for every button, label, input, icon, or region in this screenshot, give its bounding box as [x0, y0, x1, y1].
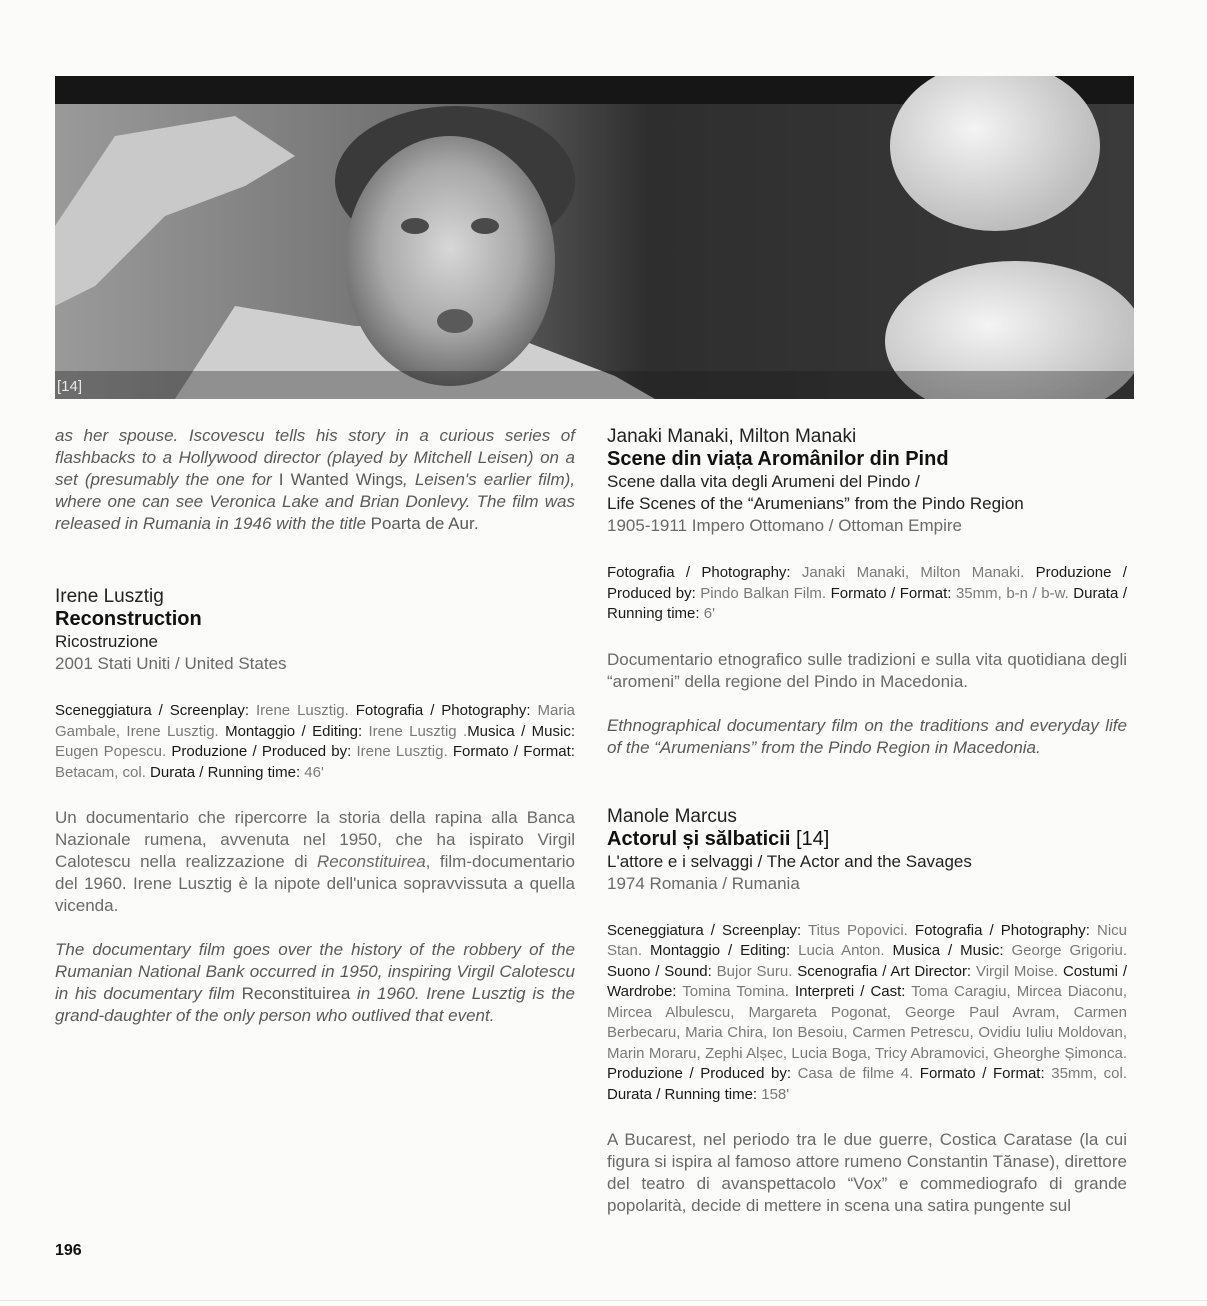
credit-value: Nicu Stan. — [607, 921, 1127, 959]
english-synopsis — [55, 939, 575, 1027]
left-column — [55, 425, 575, 1027]
film-year-country: 1974 Romania / Rumania — [607, 873, 800, 893]
synopsis-film-title: Reconstituirea — [241, 984, 351, 1003]
film-entry-scene-din-viata — [607, 425, 1127, 759]
credit-label: Formato / Format: — [830, 584, 952, 602]
credit-label: Durata / Running time: — [607, 584, 1128, 622]
film-title: Scene din viața Aromânilor din Pind — [607, 448, 949, 470]
credit-value: Janaki Manaki, Milton Manaki. — [790, 564, 1036, 581]
director-name: Janaki Manaki, Milton Manaki — [607, 426, 857, 447]
credit-label: Fotografia / Photography: — [607, 564, 791, 581]
intro-film-title: I Wanted Wings — [278, 470, 403, 489]
credit-value: 46' — [300, 763, 324, 781]
credit-label: Formato / Format: — [919, 1065, 1045, 1082]
synopsis-text: Un documentario che ripercorre la storia della rapina alla Banca Nazionale rumena, avvenuta nel 1950, che ha ispirato Virgil Calotescu nella realizzazione di — [55, 808, 575, 871]
synopsis-text: , film-documentario del 1960. Irene Lusztig è la nipote dell'unica sopravvissuta a quella vicenda. — [55, 852, 575, 915]
credit-value: Toma Caragiu, Mircea Diaconu, Mircea Albulescu, Margareta Pogonat, George Paul Avram, Carmen Berbecaru, Maria Chira, Ion Besoiu, Carmen Petrescu, Ovidiu Iuliu Moldovan, Marin Moraru, Zephi Alșec, Lucia Boga, Tricy Abramovici, Gheorghe Șimonca. — [607, 983, 1127, 1062]
credit-label: Sceneggiatura / Screenplay: — [55, 702, 249, 719]
director-name: Manole Marcus — [607, 805, 737, 827]
credit-value: Maria Gambale, Irene Lusztig. — [55, 702, 575, 740]
credit-value: Irene Lusztig. — [351, 743, 453, 760]
credit-value: Lucia Anton. — [790, 942, 893, 959]
film-credits — [607, 563, 1127, 625]
image-reference: [14] — [790, 827, 830, 850]
credit-value: George Grigoriu. — [1003, 942, 1127, 959]
intro-film-title: Poarta de Aur — [370, 514, 475, 533]
credit-value: Irene Lusztig. — [249, 702, 356, 719]
director-name: Irene Lusztig — [55, 586, 164, 607]
credit-label: Musica / Music: — [892, 942, 1004, 959]
intro-text: . — [474, 514, 480, 533]
film-title: Reconstruction — [55, 608, 202, 630]
credit-value: Titus Popovici. — [801, 921, 915, 939]
synopsis-text: in 1960. Irene Lusztig is the grand-daughter of the only person who outlived that event. — [55, 984, 575, 1025]
credit-value: Tomina Tomina. — [676, 983, 795, 1000]
film-year-country: 1905-1911 Impero Ottomano / Ottoman Empire — [607, 516, 962, 535]
credit-label: Produzione / Produced by: — [607, 564, 1127, 602]
credit-label: Sceneggiatura / Screenplay: — [607, 921, 802, 939]
credit-label: Formato / Format: — [452, 743, 575, 760]
credit-label: Montaggio / Editing: — [225, 722, 363, 740]
credit-value: Pindo Balkan Film. — [695, 584, 831, 602]
film-still-photo — [55, 76, 1134, 399]
credit-value: 35mm, col. — [1044, 1065, 1127, 1082]
italian-synopsis: A Bucarest, nel periodo tra le due guerre, Costica Caratase (la cui figura si ispira al famoso attore rumeno Constantin Tănase), direttore del teatro di avanspettacolo “Vox” e commediografo di grande popolarità, decide di mettere in scena una satira pungente sul — [607, 1130, 1127, 1215]
credit-label: Costumi / Wardrobe: — [607, 962, 1127, 1000]
bottom-rule — [0, 1300, 1207, 1301]
film-year-country: 2001 Stati Uniti / United States — [55, 654, 287, 673]
right-column — [607, 425, 1127, 1217]
film-subtitle: Scene dalla vita degli Arumeni del Pindo / — [607, 472, 920, 491]
credit-label: Montaggio / Editing: — [650, 942, 791, 959]
credit-value: 35mm, b-n / b-w. — [951, 584, 1074, 602]
synopsis-film-title: Reconstituirea — [316, 852, 426, 871]
intro-paragraph — [55, 425, 575, 535]
credit-value: Bujor Suru. — [711, 962, 798, 980]
credit-label: Produzione / Produced by: — [607, 1065, 792, 1082]
credit-value: Virgil Moise. — [971, 962, 1063, 980]
credit-label: Fotografia / Photography: — [355, 702, 531, 719]
credit-label: Durata / Running time: — [150, 763, 301, 781]
credit-value: Betacam, col. — [55, 763, 151, 781]
credit-value: Irene Lusztig . — [362, 722, 468, 740]
credit-label: Produzione / Produced by: — [171, 743, 352, 760]
film-credits — [55, 701, 575, 783]
film-subtitle: Ricostruzione — [55, 632, 158, 651]
english-synopsis: Ethnographical documentary film on the traditions and everyday life of the “Arumenians” from the Pindo Region in Macedonia. — [607, 715, 1127, 757]
photo-caption: [14] — [57, 378, 83, 395]
film-credits — [607, 921, 1127, 1106]
film-subtitle-english: Life Scenes of the “Arumenians” from the Pindo Region — [607, 494, 1024, 513]
credit-value: Casa de filme 4. — [791, 1065, 920, 1082]
credit-label: Fotografia / Photography: — [914, 921, 1090, 939]
film-still-image — [55, 76, 1134, 399]
credit-label: Durata / Running time: — [607, 1085, 758, 1103]
intro-text: as her spouse. Iscovescu tells his story in a curious series of flashbacks to a Hollywood director (played by Mitchell Leisen) on a set (presumably the one for — [55, 426, 575, 489]
credit-label: Scenografia / Art Director: — [797, 962, 972, 980]
film-entry-actorul — [607, 805, 1127, 1218]
credit-label: Suono / Sound: — [607, 962, 712, 980]
film-subtitle: L'attore e i selvaggi / The Actor and the Savages — [607, 851, 972, 871]
credit-value: 158' — [757, 1085, 790, 1103]
italian-synopsis — [55, 807, 575, 917]
film-entry-reconstruction — [55, 585, 575, 1027]
page-number: 196 — [55, 1242, 82, 1259]
synopsis-text: The documentary film goes over the history of the robbery of the Rumanian National Bank occurred in 1950, inspiring Virgil Calotescu in his documentary film — [55, 940, 575, 1003]
credit-value: Eugen Popescu. — [55, 743, 172, 760]
credit-label: Musica / Music: — [467, 722, 575, 740]
film-title: Actorul și sălbaticii — [607, 827, 791, 850]
credit-value: 6' — [699, 605, 715, 622]
credit-label: Interpreti / Cast: — [794, 983, 906, 1000]
intro-text: , Leisen's earlier film), where one can see Veronica Lake and Brian Donlevy. The film was released in Rumania in 1946 with the title — [55, 470, 576, 533]
film-title-line — [607, 828, 1127, 851]
italian-synopsis: Documentario etnografico sulle tradizioni e sulla vita quotidiana degli “aromeni” della regione del Pindo in Macedonia. — [607, 649, 1127, 691]
